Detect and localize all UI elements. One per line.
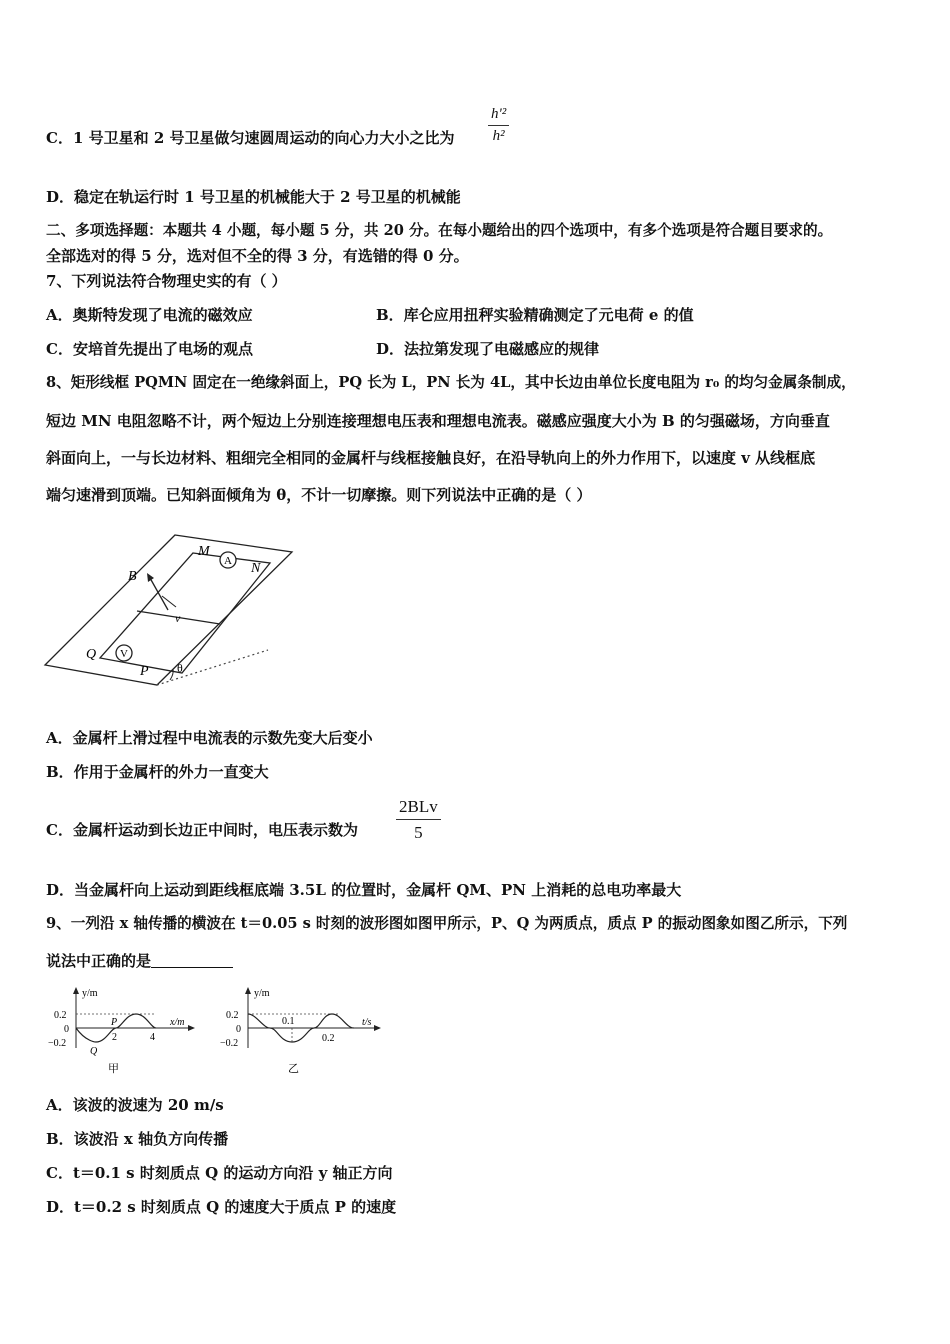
tick-y-bottom: −0.2	[48, 1038, 67, 1049]
y-axis-arrow	[73, 987, 79, 994]
y-axis-arrow	[245, 987, 251, 994]
answer-blank[interactable]	[151, 953, 233, 968]
q9-figure-yi	[218, 986, 388, 1078]
fraction-denominator: h²	[488, 125, 509, 147]
q8-stem-1: 8、矩形线框 PQMN 固定在一绝缘斜面上，PQ 长为 L，PN 长为 4L，其中长边由单位长度电阻为 r₀ 的均匀金属条制成，	[46, 374, 856, 391]
label-v: v	[175, 611, 181, 625]
q7-option-b: B．库仑应用扭秤实验精确测定了元电荷 e 的值	[376, 306, 694, 324]
q7-option-d: D．法拉第发现了电磁感应的规律	[376, 340, 600, 358]
label-q: Q	[86, 647, 97, 662]
tick-y-top: 0.2	[226, 1010, 239, 1021]
q9-stem-2	[46, 951, 233, 971]
tick-y-zero: 0	[64, 1024, 69, 1035]
q9-stem-2-text: 说法中正确的是	[46, 952, 152, 970]
label-m: M	[198, 544, 210, 559]
q9-option-c: C．t＝0.1 s 时刻质点 Q 的运动方向沿 y 轴正方向	[46, 1164, 393, 1182]
fraction-numerator: 2BLv	[399, 797, 438, 816]
t-axis-arrow	[374, 1025, 381, 1031]
q8-stem-3: 斜面向上，一与长边材料、粗细完全相同的金属杆与线框接触良好，在沿导轨向上的外力作用下，以速度 v 从线框底	[46, 449, 816, 467]
caption-jia: 甲	[108, 1063, 119, 1075]
q8-option-c: C．金属杆运动到长边正中间时，电压表示数为	[46, 821, 358, 839]
fraction-voltage	[396, 794, 441, 845]
y-label: y/m	[254, 988, 270, 999]
q8-option-d: D．当金属杆向上运动到距线框底端 3.5L 的位置时，金属杆 QM、PN 上消耗的总电功率最大	[46, 881, 682, 899]
ammeter-label: A	[224, 555, 232, 567]
voltmeter-label: V	[120, 648, 128, 660]
v-arrow	[162, 596, 176, 607]
t-label: t/s	[362, 1017, 372, 1028]
q8-option-b: B．作用于金属杆的外力一直变大	[46, 763, 269, 781]
label-p: P	[111, 1017, 118, 1028]
label-b: B	[128, 569, 137, 584]
q8-option-a: A．金属杆上滑过程中电流表的示数先变大后变小	[46, 729, 373, 747]
y-label: y/m	[82, 988, 98, 999]
tick-x-2: 4	[150, 1032, 155, 1043]
tick-x-1: 2	[112, 1032, 117, 1043]
q8-stem-2: 短边 MN 电阻忽略不计，两个短边上分别连接理想电压表和理想电流表。磁感应强度大小为 B 的匀强磁场，方向垂直	[46, 412, 830, 430]
tick-y-zero: 0	[236, 1024, 241, 1035]
q9-stem-1: 9、一列沿 x 轴传播的横波在 t＝0.05 s 时刻的波形图如图甲所示，P、Q 为两质点，质点 P 的振动图象如图乙所示，下列	[46, 915, 848, 932]
q9-option-a: A．该波的波速为 20 m/s	[46, 1096, 224, 1114]
tick-t-2: 0.2	[322, 1033, 335, 1044]
option-d-prev: D．稳定在轨运行时 1 号卫星的机械能大于 2 号卫星的机械能	[46, 188, 461, 206]
section-rule: 全部选对的得 5 分，选对但不全的得 3 分，有选错的得 0 分。	[46, 247, 469, 265]
q8-figure	[40, 530, 310, 690]
q7-option-c: C．安培首先提出了电场的观点	[46, 340, 253, 358]
caption-yi: 乙	[288, 1063, 299, 1075]
incline-base	[157, 650, 268, 685]
b-field-arrow	[150, 578, 168, 610]
q7-stem: 7、下列说法符合物理史实的有（ ）	[46, 272, 287, 290]
label-theta: θ	[177, 661, 183, 675]
fraction-force-ratio	[488, 104, 509, 147]
q7-option-a: A．奥斯特发现了电流的磁效应	[46, 306, 253, 324]
fraction-numerator: h'²	[491, 106, 507, 122]
q9-option-b: B．该波沿 x 轴负方向传播	[46, 1130, 229, 1148]
label-n: N	[251, 561, 261, 576]
slope-plane	[45, 535, 292, 685]
tick-y-bottom: −0.2	[220, 1038, 239, 1049]
tick-y-top: 0.2	[54, 1010, 67, 1021]
fraction-denominator: 5	[396, 819, 441, 845]
label-p: P	[140, 664, 149, 679]
b-arrow-head	[147, 573, 154, 582]
x-axis-arrow	[188, 1025, 195, 1031]
q9-option-d: D．t＝0.2 s 时刻质点 Q 的速度大于质点 P 的速度	[46, 1198, 397, 1216]
q8-stem-4: 端匀速滑到顶端。已知斜面倾角为 θ，不计一切摩擦。则下列说法中正确的是（ ）	[46, 486, 592, 504]
option-c-prev: C．1 号卫星和 2 号卫星做匀速圆周运动的向心力大小之比为	[46, 129, 455, 147]
x-label: x/m	[170, 1017, 185, 1028]
tick-t-1: 0.1	[282, 1016, 295, 1027]
section-title: 二、多项选择题：本题共 4 小题，每小题 5 分，共 20 分。在每小题给出的四个选项中，有多个选项是符合题目要求的。	[46, 222, 833, 239]
label-q: Q	[90, 1046, 98, 1057]
q9-figure-jia	[46, 986, 196, 1078]
